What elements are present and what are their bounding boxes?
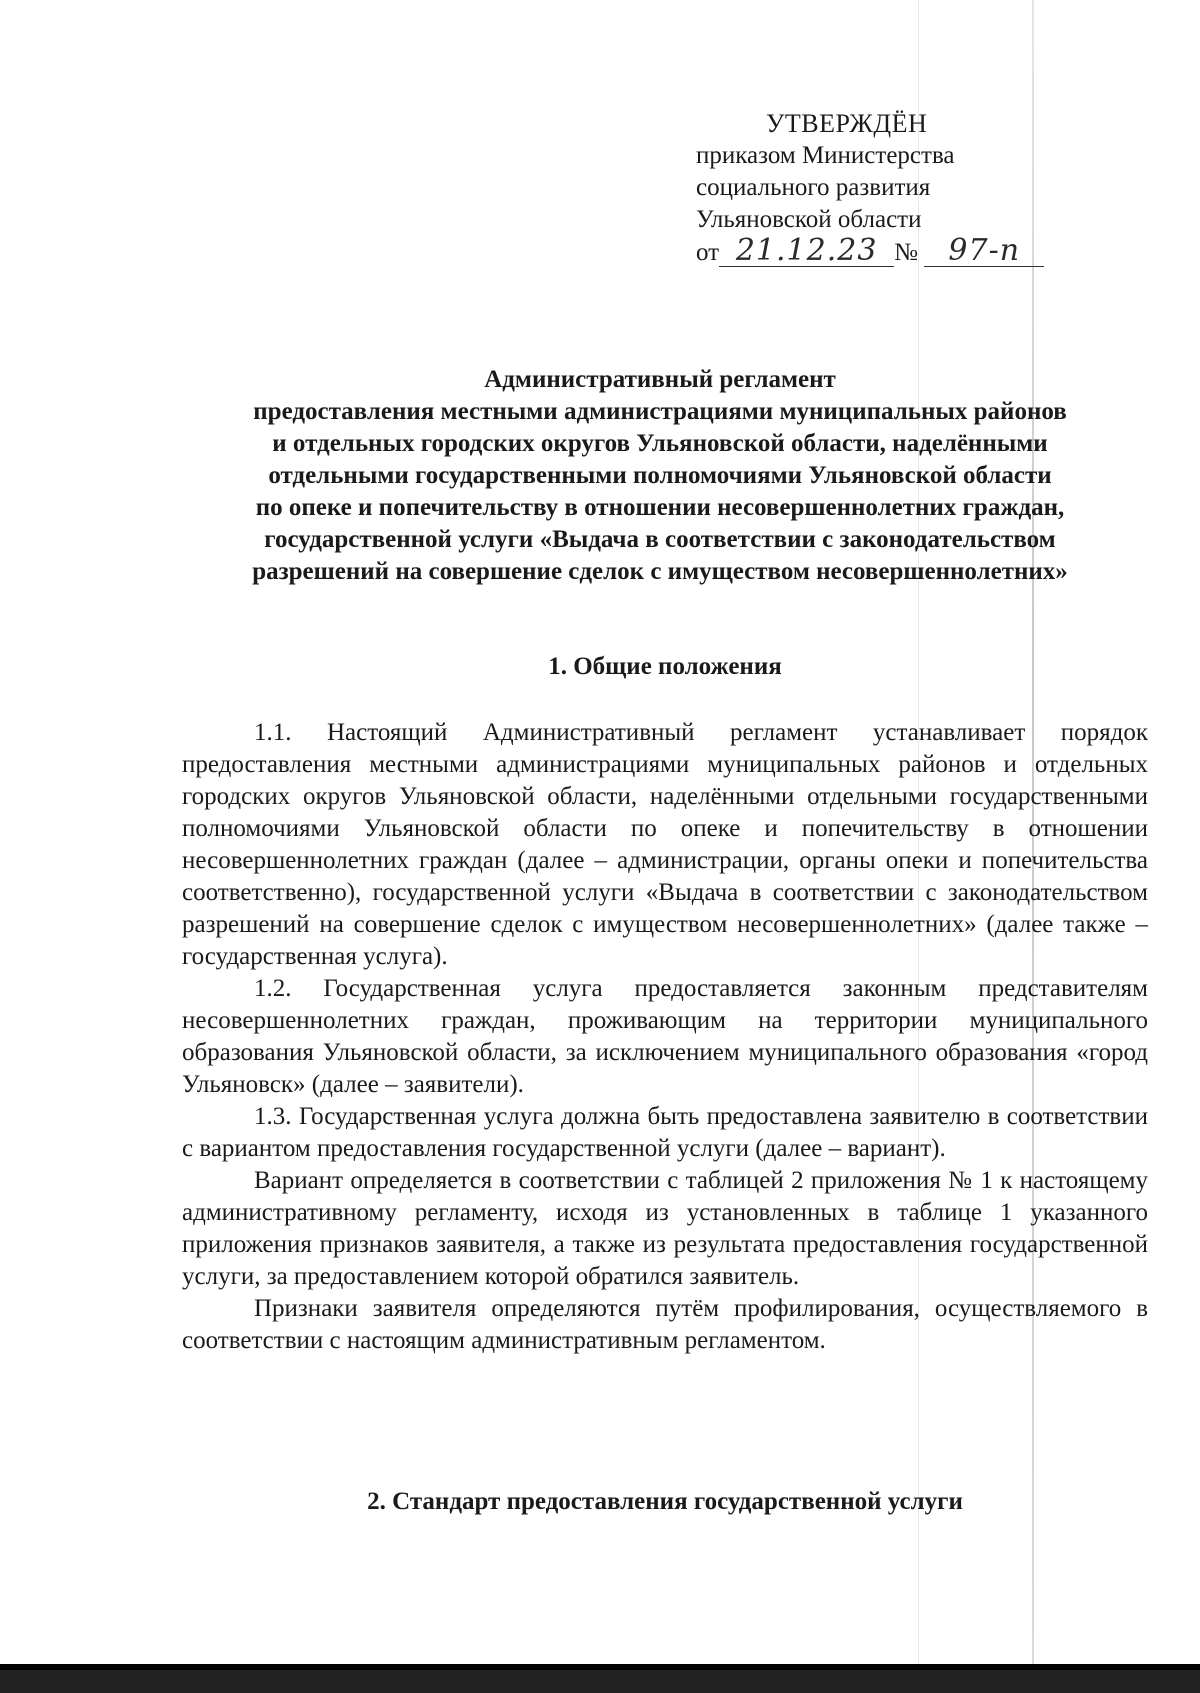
title-line: и отдельных городских округов Ульяновской области, наделёнными	[272, 430, 1048, 457]
number-label: №	[894, 239, 918, 266]
approval-line: приказом Министерства	[696, 142, 955, 169]
scan-bottom-edge	[0, 1664, 1200, 1693]
paragraph: 1.1. Настоящий Административный регламент устанавливает порядок предоставления местными администрациями муниципальных районов и отдельных городских округов Ульяновской области, наделёнными отдельными государственными полномочиями Ульяновской области по опеке и попечительству в отношении несовершеннолетних граждан (далее – администрации, органы опеки и попечительства соответственно), государственной услуги «Выдача в соответствии с законодательством разрешений на совершение сделок с имуществом несовершеннолетних» (далее также – государственная услуга).	[182, 719, 1148, 970]
document-title	[180, 364, 1140, 588]
paragraph: Вариант определяется в соответствии с таблицей 2 приложения № 1 к настоящему административному регламенту, исходя из установленных в таблице 1 указанного приложения признаков заявителя, а также из результата предоставления государственной услуги, за предоставлением которой обратился заявитель.	[182, 1167, 1148, 1290]
approval-line: Ульяновской области	[696, 206, 922, 233]
title-line: предоставления местными администрациями муниципальных районов	[253, 398, 1067, 425]
handwritten-number: 97-п	[924, 236, 1044, 267]
title-line: государственной услуги «Выдача в соответствии с законодательством	[264, 526, 1056, 553]
order-date-number	[696, 233, 1136, 272]
approval-block	[696, 108, 1136, 272]
approval-title: УТВЕРЖДЁН	[766, 109, 928, 138]
from-label: от	[696, 239, 720, 266]
title-line: по опеке и попечительству в отношении несовершеннолетних граждан,	[255, 494, 1065, 521]
scan-bottom-edge-line	[0, 1664, 1200, 1670]
approval-line: социального развития	[696, 174, 931, 201]
paragraph: Признаки заявителя определяются путём профилирования, осуществляемого в соответствии с настоящим административным регламентом.	[182, 1295, 1148, 1354]
section-heading: 1. Общие положения	[548, 653, 782, 680]
title-line: Административный регламент	[484, 366, 836, 393]
title-line: отдельными государственными полномочиями Ульяновской области	[268, 462, 1052, 489]
section-body	[182, 717, 1148, 1357]
paragraph: 1.3. Государственная услуга должна быть предоставлена заявителю в соответствии с вариантом предоставления государственной услуги (далее – вариант).	[182, 1103, 1148, 1162]
paragraph: 1.2. Государственная услуга предоставляется законным представителям несовершеннолетних граждан, проживающим на территории муниципального образования Ульяновской области, за исключением муниципального образования «город Ульяновск» (далее – заявители).	[182, 975, 1148, 1098]
handwritten-date: 21.12.23	[719, 236, 894, 267]
section-heading: 2. Стандарт предоставления государственной услуги	[367, 1488, 963, 1515]
title-line: разрешений на совершение сделок с имуществом несовершеннолетних»	[252, 558, 1068, 585]
